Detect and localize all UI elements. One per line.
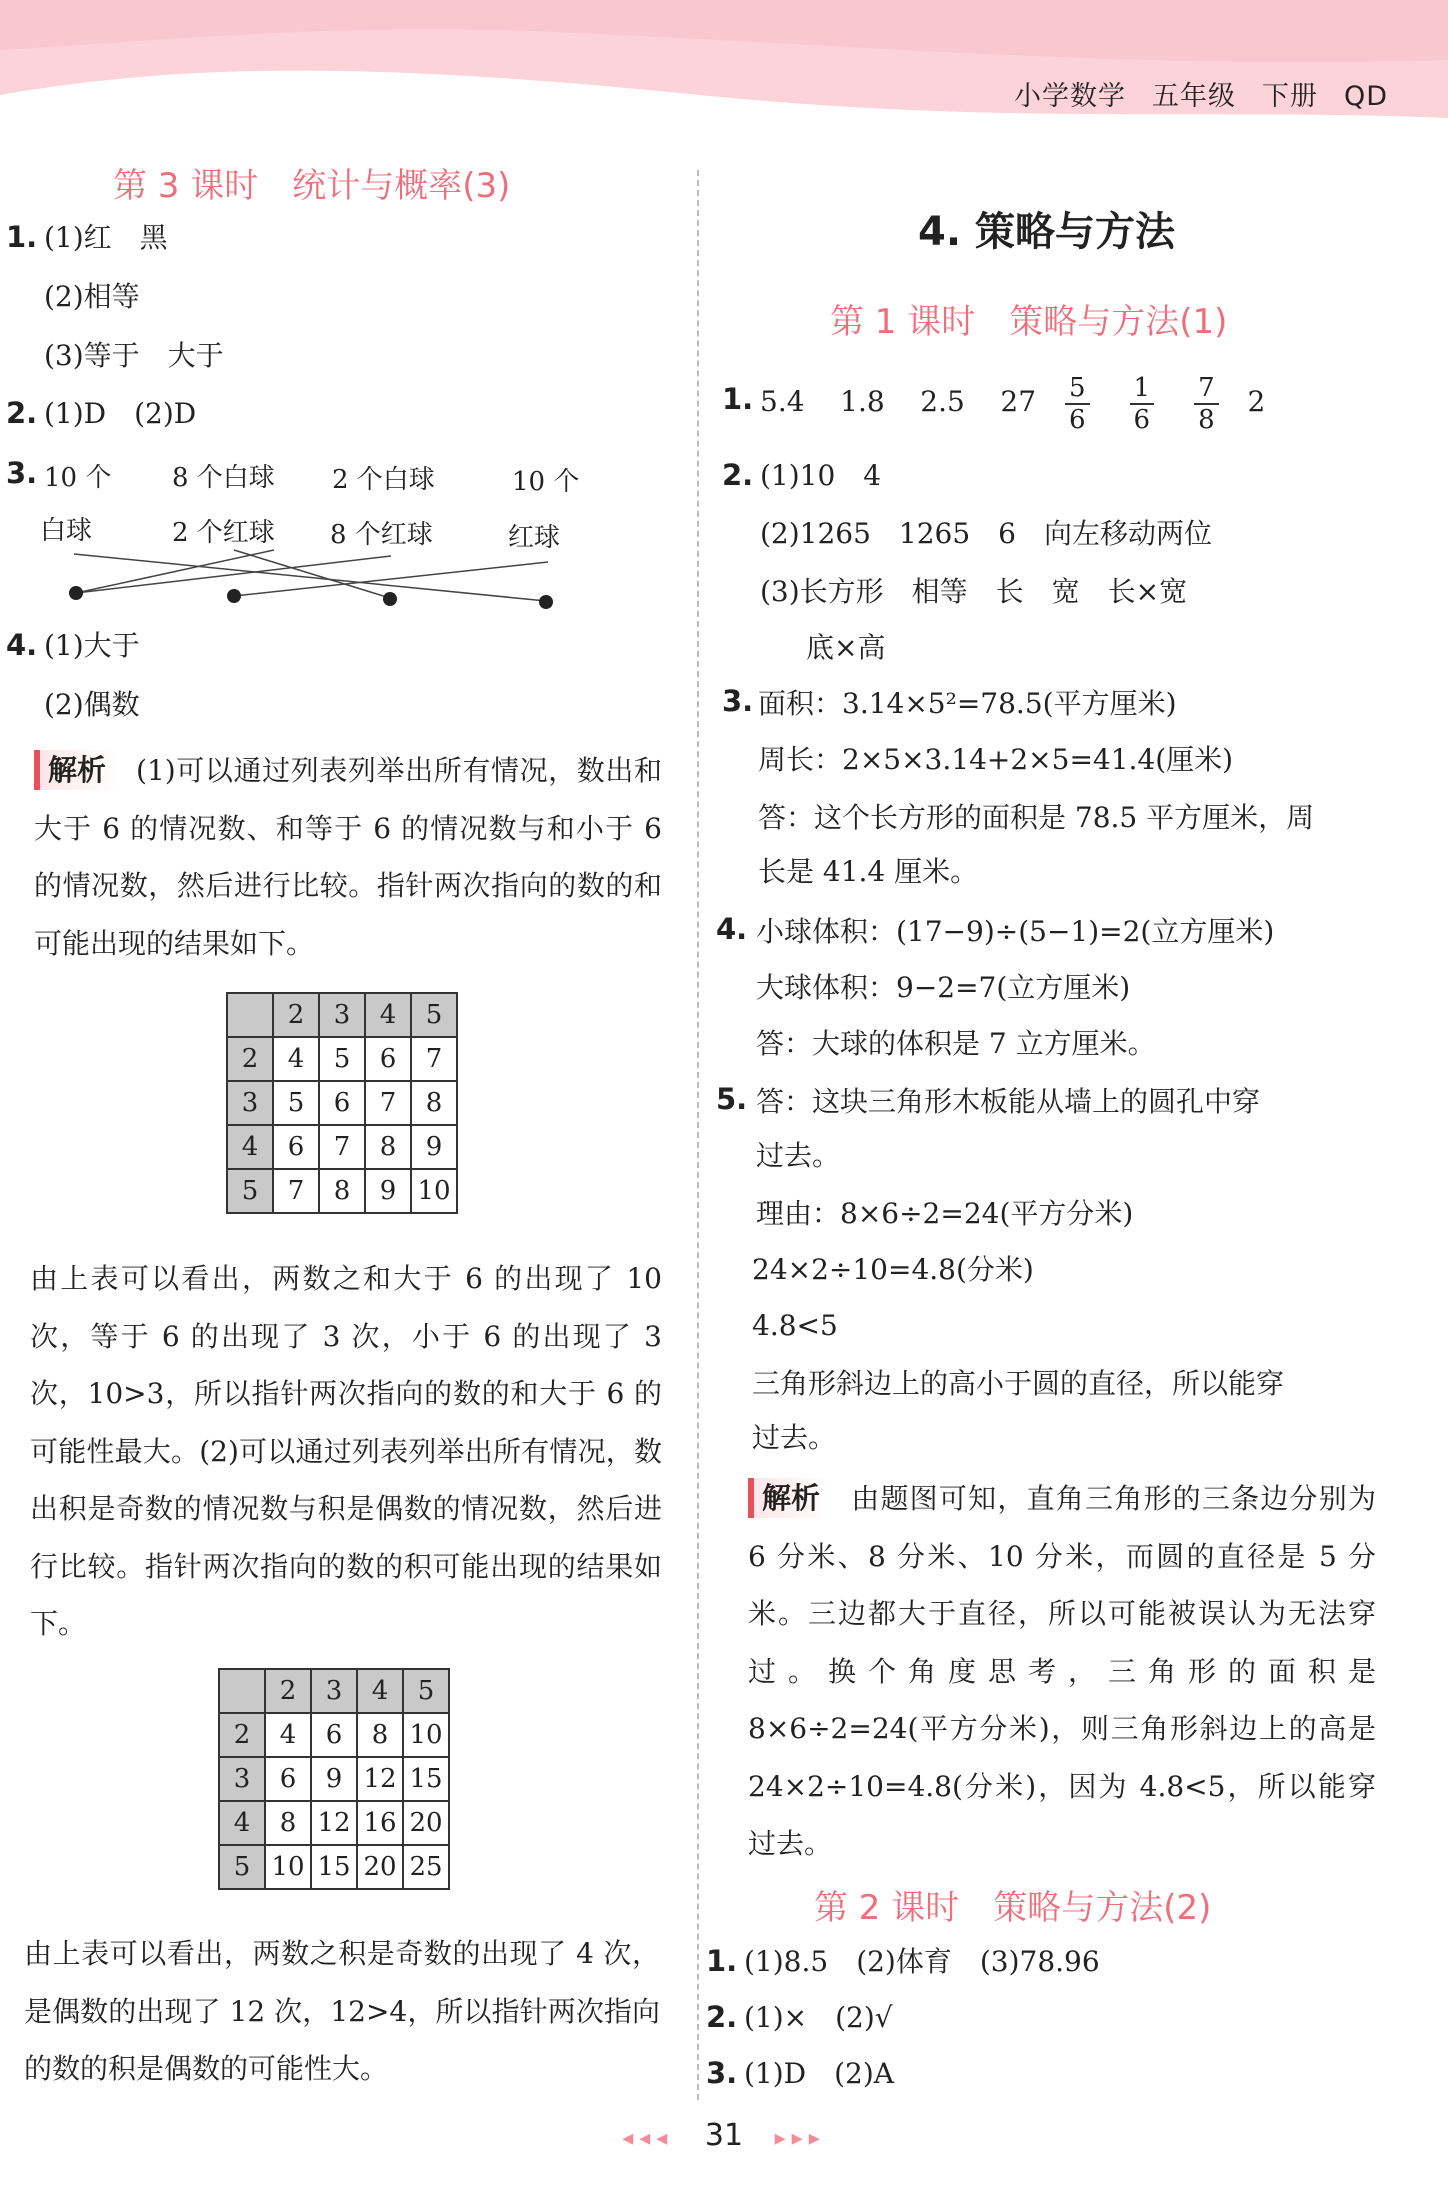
r-q1-v3: 2.5 [920,385,965,418]
r-q4-number: 4. [716,912,748,946]
header-subject: 小学数学 [1013,81,1126,112]
r-q3-b: 周长：2×5×3.14+2×5=41.4(厘米) [758,743,1234,776]
table-cell: 9 [311,1757,357,1801]
table-row [227,1037,457,1081]
table-row [227,1081,457,1125]
header-volume: 下册 [1261,81,1318,112]
q3-bottom-1: 白球 [40,516,93,546]
r-q5-number: 5. [716,1082,748,1116]
table-cell: 20 [403,1801,449,1845]
table-cell: 15 [403,1757,449,1801]
table-row [219,1757,449,1801]
header-edition: QD [1343,81,1388,112]
q3-matching-lines [0,540,600,620]
r-q2-d: 底×高 [806,631,886,664]
table-cell: 8 [319,1169,365,1213]
analysis-tag: 解析 [748,1478,832,1518]
table-cell: 5 [411,993,457,1037]
table-cell: 16 [357,1801,403,1845]
fraction-denominator: 6 [1133,404,1151,435]
table-cell: 10 [403,1713,449,1757]
r-q4-c: 答：大球的体积是 7 立方厘米。 [756,1027,1156,1060]
table-cell: 4 [365,993,411,1037]
table-cell: 6 [265,1757,311,1801]
fraction-numerator: 7 [1194,373,1219,405]
r-q1-fraction-1 [1065,373,1090,435]
q1-answer-a: (1)红 黑 [44,221,168,254]
header-grade: 五年级 [1151,81,1236,112]
r-q3-a: 面积：3.14×5²=78.5(平方厘米) [758,687,1177,720]
r-q3-number: 3. [722,684,754,718]
table-cell: 4 [227,1125,273,1169]
fraction-denominator: 8 [1198,404,1215,435]
r-q1-fraction-3 [1194,373,1219,435]
r-q4-b: 大球体积：9−2=7(立方厘米) [756,971,1131,1004]
r-q3-c: 答：这个长方形的面积是 78.5 平方厘米，周 [758,801,1315,834]
l2-q2-answer: (1)× (2)√ [744,2001,893,2034]
l2-q3-number: 3. [706,2056,738,2090]
table-row [219,1801,449,1845]
r-q5-d: 24×2÷10=4.8(分米) [752,1253,1034,1286]
table-cell: 5 [403,1669,449,1713]
r-q1-v4: 27 [1000,385,1037,418]
right-arrows-icon: ▸▸▸ [774,2126,826,2151]
q3-top-3: 2 个白球 [332,465,435,495]
r-q5-g: 过去。 [752,1421,837,1454]
table-cell: 15 [311,1845,357,1889]
r-q1-answer [760,362,1265,442]
r-q1-v2: 1.8 [840,385,885,418]
r-q2-c: (3)长方形 相等 长 宽 长×宽 [760,575,1188,608]
table-cell: 10 [265,1845,311,1889]
table-cell: 5 [219,1845,265,1889]
q3-dot-2 [227,589,241,603]
table-cell: 2 [227,1037,273,1081]
table-cell: 9 [365,1169,411,1213]
q3-number: 3. [6,456,38,490]
header-info [988,74,1388,113]
r-q5-f: 三角形斜边上的高小于圆的直径，所以能穿 [752,1367,1285,1400]
table-cell: 8 [365,1125,411,1169]
r-q1-v1: 5.4 [760,385,805,418]
table-cell: 6 [311,1713,357,1757]
r-q2-a: (1)10 4 [760,459,882,492]
left-paragraph-3: 由上表可以看出，两数之积是奇数的出现了 4 次，是偶数的出现了 12 次，12>4，所以指针两次指向的数的积是偶数的可能性大。 [24,1937,660,2085]
page-footer [0,2118,1448,2153]
right-lesson-1-title: 第 1 课时 策略与方法(1) [830,302,1228,342]
page-number: 31 [704,2118,744,2153]
r-q1-number: 1. [722,382,754,416]
l2-q1-number: 1. [706,1944,738,1978]
q3-dot-3 [383,592,397,606]
table-cell: 7 [411,1037,457,1081]
table-cell: 3 [311,1669,357,1713]
table-cell: 4 [219,1801,265,1845]
table-row [227,993,457,1037]
column-divider [697,170,699,2100]
fraction-numerator: 1 [1130,373,1155,405]
table-cell: 8 [411,1081,457,1125]
table-cell: 7 [273,1169,319,1213]
r-q1-v5: 2 [1247,385,1266,418]
r-q1-fraction-2 [1130,373,1155,435]
analysis-tag: 解析 [34,750,118,790]
sum-table [226,992,458,1214]
right-analysis-text: 由题图可知，直角三角形的三条边分别为 6 分米、8 分米、10 分米，而圆的直径是 5 分米。三边都大于直径，所以可能被误认为无法穿过。换个角度思考，三角形的面积是 8×6÷2=24(平方分米)，则三角形斜边上的高是 24×2÷10=4.8(分米)，因为 4.8<5，所以能穿过去。 [748,1482,1376,1860]
table-row [219,1669,449,1713]
table-cell: 4 [265,1713,311,1757]
table-cell: 4 [357,1669,403,1713]
q3-bottom-2: 2 个红球 [172,518,275,548]
q2-answer: (1)D (2)D [44,397,197,430]
r-q2-number: 2. [722,458,754,492]
l2-q1-answer: (1)8.5 (2)体育 (3)78.96 [744,1945,1100,1978]
table-cell [227,993,273,1037]
analysis-text-1: (1)可以通过列表列举出所有情况，数出和大于 6 的情况数、和等于 6 的情况数与和小于 6 的情况数，然后进行比较。指针两次指向的数的和可能出现的结果如下。 [34,754,662,960]
table-cell: 5 [319,1037,365,1081]
table-cell: 25 [403,1845,449,1889]
product-table [218,1668,450,1890]
table-cell [219,1669,265,1713]
q3-top-1: 10 个 [44,463,112,493]
table-row [219,1713,449,1757]
l2-q2-number: 2. [706,2000,738,2034]
q1-answer-c: (3)等于 大于 [44,339,224,372]
table-cell: 12 [311,1801,357,1845]
q4-answer-b: (2)偶数 [44,688,140,721]
table-cell: 6 [319,1081,365,1125]
left-analysis-1 [34,742,662,972]
q3-bottom-3: 8 个红球 [330,520,433,550]
table-cell: 5 [227,1169,273,1213]
r-q3-d: 长是 41.4 厘米。 [758,855,979,888]
fraction-numerator: 5 [1065,373,1090,405]
table-row [227,1125,457,1169]
right-analysis [748,1470,1376,1873]
table-cell: 2 [273,993,319,1037]
l2-q3-answer: (1)D (2)A [744,2057,894,2090]
fraction-denominator: 6 [1068,404,1086,435]
table-cell: 8 [357,1713,403,1757]
table-cell: 2 [219,1713,265,1757]
table-cell: 6 [365,1037,411,1081]
q3-top-2: 8 个白球 [172,463,275,493]
left-paragraph-2: 由上表可以看出，两数之和大于 6 的出现了 10 次，等于 6 的出现了 3 次，小于 6 的出现了 3 次，10>3，所以指针两次指向的数的和大于 6 的可能性最大。(2)可以通过列表列举出所有情况，数出积是奇数的情况数与积是偶数的情况数，然后进行比较。指针两次指向的数的积可能出现的结果如下。 [30,1262,662,1640]
table-cell: 20 [357,1845,403,1889]
r-q4-a: 小球体积：(17−9)÷(5−1)=2(立方厘米) [756,915,1275,948]
q1-number: 1. [6,220,38,254]
q3-dot-4 [539,595,553,609]
table-cell: 5 [273,1081,319,1125]
section-title: 4. 策略与方法 [918,209,1175,255]
q1-answer-b: (2)相等 [44,280,140,313]
table-cell: 7 [365,1081,411,1125]
table-cell: 2 [265,1669,311,1713]
left-arrows-icon: ◂◂◂ [622,2126,674,2151]
q3-top-4: 10 个 [512,467,580,497]
q4-number: 4. [6,628,38,662]
q3-bottom-4: 红球 [508,523,561,553]
table-row [219,1845,449,1889]
table-cell: 9 [411,1125,457,1169]
table-cell: 8 [265,1801,311,1845]
r-q2-b: (2)1265 1265 6 向左移动两位 [760,517,1212,550]
r-q5-b: 过去。 [756,1139,841,1172]
table-cell: 3 [219,1757,265,1801]
table-row [227,1169,457,1213]
q2-number: 2. [6,396,38,430]
r-q5-a: 答：这块三角形木板能从墙上的圆孔中穿 [756,1085,1261,1118]
r-q5-c: 理由：8×6÷2=24(平方分米) [756,1197,1134,1230]
table-cell: 3 [319,993,365,1037]
r-q5-e: 4.8<5 [752,1309,838,1342]
table-cell: 10 [411,1169,457,1213]
q4-answer-a: (1)大于 [44,629,140,662]
table-cell: 12 [357,1757,403,1801]
right-lesson-2-title: 第 2 课时 策略与方法(2) [814,1888,1212,1928]
table-cell: 6 [273,1125,319,1169]
q3-dot-1 [69,586,83,600]
left-lesson-title: 第 3 课时 统计与概率(3) [113,166,511,206]
table-cell: 4 [273,1037,319,1081]
table-cell: 7 [319,1125,365,1169]
table-cell: 3 [227,1081,273,1125]
